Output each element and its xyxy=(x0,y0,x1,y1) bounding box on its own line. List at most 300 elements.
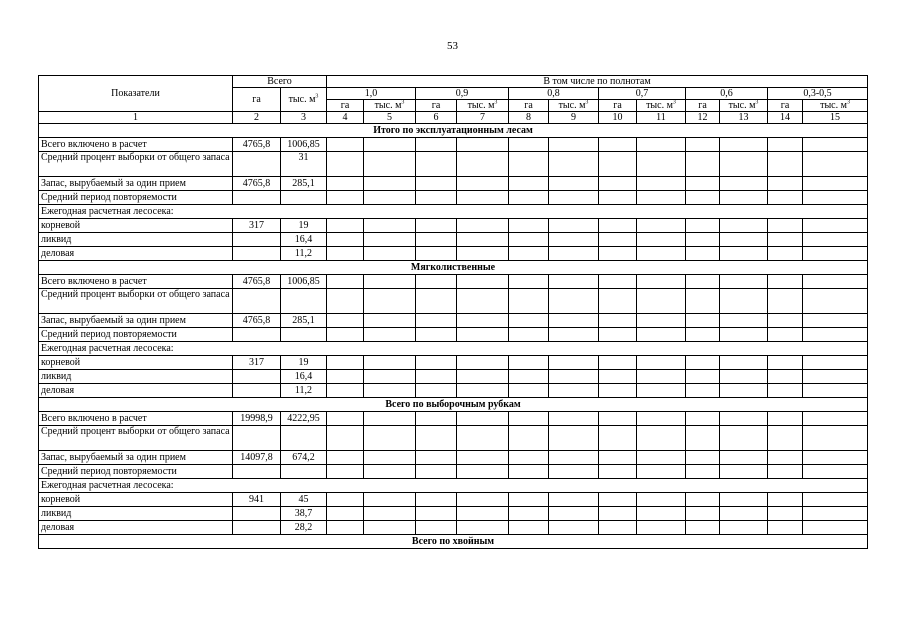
empty-cell xyxy=(637,275,686,289)
row-label: Запас, вырубаемый за один прием xyxy=(39,177,233,191)
table-row xyxy=(39,191,868,205)
m3-subheader xyxy=(720,100,768,112)
row-label: Ежегодная расчетная лесосека: xyxy=(39,342,868,356)
empty-cell xyxy=(509,289,549,314)
table-row xyxy=(39,275,868,289)
row-label: деловая xyxy=(39,521,233,535)
empty-cell xyxy=(416,412,457,426)
empty-cell xyxy=(768,177,803,191)
empty-cell xyxy=(416,289,457,314)
empty-cell xyxy=(599,465,637,479)
empty-cell xyxy=(416,275,457,289)
unit-label: тыс. м xyxy=(728,100,756,111)
unit-label: тыс. м xyxy=(374,100,402,111)
total-ha-header: га xyxy=(233,88,281,112)
total-ha-value: 4765,8 xyxy=(233,314,281,328)
unit-superscript: 3 xyxy=(672,99,676,106)
table-row xyxy=(39,426,868,451)
empty-cell xyxy=(599,138,637,152)
empty-cell xyxy=(364,275,416,289)
indicators-header: Показатели xyxy=(39,76,233,112)
empty-cell xyxy=(457,521,509,535)
table-row xyxy=(39,138,868,152)
empty-cell xyxy=(549,275,599,289)
m3-subheader xyxy=(457,100,509,112)
empty-cell xyxy=(549,328,599,342)
empty-cell xyxy=(637,521,686,535)
empty-cell xyxy=(509,451,549,465)
row-label: Средний период повторяемости xyxy=(39,465,233,479)
empty-cell xyxy=(720,356,768,370)
empty-cell xyxy=(509,314,549,328)
row-label: деловая xyxy=(39,384,233,398)
empty-cell xyxy=(549,356,599,370)
empty-cell xyxy=(637,356,686,370)
empty-cell xyxy=(768,507,803,521)
empty-cell xyxy=(457,152,509,177)
empty-cell xyxy=(768,426,803,451)
empty-cell xyxy=(768,465,803,479)
column-number: 13 xyxy=(720,112,768,124)
empty-cell xyxy=(416,247,457,261)
empty-cell xyxy=(364,177,416,191)
section-title: Мягколиственные xyxy=(39,261,868,275)
empty-cell xyxy=(549,138,599,152)
empty-cell xyxy=(637,177,686,191)
total-ha-value: 317 xyxy=(233,219,281,233)
empty-cell xyxy=(327,219,364,233)
total-ha-value: 14097,8 xyxy=(233,451,281,465)
total-m3-value: 11,2 xyxy=(281,384,327,398)
total-ha-value xyxy=(233,328,281,342)
empty-cell xyxy=(803,451,868,465)
total-m3-value xyxy=(281,426,327,451)
total-m3-value: 4222,95 xyxy=(281,412,327,426)
empty-cell xyxy=(637,328,686,342)
empty-cell xyxy=(327,138,364,152)
empty-cell xyxy=(803,177,868,191)
row-label: Запас, вырубаемый за один прием xyxy=(39,451,233,465)
unit-superscript: 3 xyxy=(401,99,405,106)
total-ha-value xyxy=(233,191,281,205)
empty-cell xyxy=(549,177,599,191)
section-title-row xyxy=(39,398,868,412)
empty-cell xyxy=(686,493,720,507)
row-label: ликвид xyxy=(39,370,233,384)
empty-cell xyxy=(637,465,686,479)
empty-cell xyxy=(364,370,416,384)
total-ha-value xyxy=(233,465,281,479)
empty-cell xyxy=(457,177,509,191)
section-title: Итого по эксплуатационным лесам xyxy=(39,124,868,138)
empty-cell xyxy=(637,370,686,384)
empty-cell xyxy=(803,493,868,507)
empty-cell xyxy=(416,426,457,451)
empty-cell xyxy=(768,412,803,426)
column-number: 2 xyxy=(233,112,281,124)
empty-cell xyxy=(327,152,364,177)
empty-cell xyxy=(509,465,549,479)
empty-cell xyxy=(457,247,509,261)
empty-cell xyxy=(720,138,768,152)
table-row xyxy=(39,507,868,521)
empty-cell xyxy=(364,356,416,370)
table-row xyxy=(39,233,868,247)
table-row xyxy=(39,219,868,233)
empty-cell xyxy=(768,289,803,314)
empty-cell xyxy=(803,465,868,479)
empty-cell xyxy=(364,451,416,465)
empty-cell xyxy=(416,370,457,384)
column-number: 11 xyxy=(637,112,686,124)
table-row xyxy=(39,356,868,370)
row-label: Всего включено в расчет xyxy=(39,138,233,152)
empty-cell xyxy=(457,328,509,342)
empty-cell xyxy=(327,426,364,451)
empty-cell xyxy=(599,152,637,177)
unit-label: тыс. м xyxy=(646,100,673,111)
row-label: Средний процент выборки от общего запаса xyxy=(39,289,233,314)
empty-cell xyxy=(327,356,364,370)
total-ha-value xyxy=(233,152,281,177)
total-ha-value xyxy=(233,370,281,384)
total-m3-value: 31 xyxy=(281,152,327,177)
empty-cell xyxy=(637,219,686,233)
empty-cell xyxy=(509,177,549,191)
empty-cell xyxy=(364,521,416,535)
empty-cell xyxy=(686,138,720,152)
m3-subheader xyxy=(803,100,868,112)
empty-cell xyxy=(549,521,599,535)
m3-subheader xyxy=(637,100,686,112)
empty-cell xyxy=(720,451,768,465)
unit-superscript: 3 xyxy=(755,99,759,106)
empty-cell xyxy=(803,191,868,205)
empty-cell xyxy=(599,451,637,465)
empty-cell xyxy=(549,426,599,451)
column-number: 5 xyxy=(364,112,416,124)
empty-cell xyxy=(720,152,768,177)
empty-cell xyxy=(686,233,720,247)
empty-cell xyxy=(686,247,720,261)
empty-cell xyxy=(457,465,509,479)
density-header: 0,7 xyxy=(599,88,686,100)
empty-cell xyxy=(416,521,457,535)
column-number: 8 xyxy=(509,112,549,124)
empty-cell xyxy=(686,356,720,370)
empty-cell xyxy=(457,370,509,384)
density-header: 0,6 xyxy=(686,88,768,100)
empty-cell xyxy=(364,314,416,328)
table-row xyxy=(39,412,868,426)
empty-cell xyxy=(803,275,868,289)
total-m3-value: 285,1 xyxy=(281,177,327,191)
unit-label: тыс. м xyxy=(820,100,847,111)
total-ha-value: 317 xyxy=(233,356,281,370)
empty-cell xyxy=(686,521,720,535)
empty-cell xyxy=(509,219,549,233)
empty-cell xyxy=(327,384,364,398)
empty-cell xyxy=(599,370,637,384)
total-m3-value xyxy=(281,289,327,314)
empty-cell xyxy=(637,507,686,521)
empty-cell xyxy=(686,177,720,191)
unit-label: тыс. м xyxy=(558,100,586,111)
empty-cell xyxy=(803,289,868,314)
empty-cell xyxy=(364,191,416,205)
empty-cell xyxy=(599,289,637,314)
empty-cell xyxy=(457,219,509,233)
empty-cell xyxy=(599,275,637,289)
empty-cell xyxy=(637,493,686,507)
empty-cell xyxy=(327,233,364,247)
row-label: Средний процент выборки от общего запаса xyxy=(39,152,233,177)
empty-cell xyxy=(637,247,686,261)
column-number: 7 xyxy=(457,112,509,124)
empty-cell xyxy=(364,289,416,314)
empty-cell xyxy=(509,370,549,384)
empty-cell xyxy=(327,493,364,507)
empty-cell xyxy=(720,247,768,261)
table-row xyxy=(39,451,868,465)
empty-cell xyxy=(327,191,364,205)
empty-cell xyxy=(416,328,457,342)
total-m3-value: 16,4 xyxy=(281,233,327,247)
total-m3-value: 1006,85 xyxy=(281,138,327,152)
empty-cell xyxy=(686,465,720,479)
empty-cell xyxy=(327,247,364,261)
empty-cell xyxy=(768,275,803,289)
empty-cell xyxy=(768,493,803,507)
empty-cell xyxy=(803,412,868,426)
total-m3-value xyxy=(281,328,327,342)
empty-cell xyxy=(768,521,803,535)
table-row xyxy=(39,493,868,507)
m3-subheader xyxy=(549,100,599,112)
empty-cell xyxy=(720,328,768,342)
unit-superscript: 3 xyxy=(846,99,850,106)
ha-subheader: га xyxy=(416,100,457,112)
header-row xyxy=(39,76,868,88)
empty-cell xyxy=(686,191,720,205)
empty-cell xyxy=(768,247,803,261)
empty-cell xyxy=(599,191,637,205)
empty-cell xyxy=(364,247,416,261)
empty-cell xyxy=(509,247,549,261)
empty-cell xyxy=(416,493,457,507)
empty-cell xyxy=(327,521,364,535)
empty-cell xyxy=(457,426,509,451)
empty-cell xyxy=(416,465,457,479)
total-ha-value: 941 xyxy=(233,493,281,507)
empty-cell xyxy=(803,356,868,370)
column-number: 1 xyxy=(39,112,233,124)
table-row xyxy=(39,328,868,342)
ha-subheader: га xyxy=(327,100,364,112)
empty-cell xyxy=(637,384,686,398)
column-number: 12 xyxy=(686,112,720,124)
unit-superscript: 3 xyxy=(315,93,319,100)
empty-cell xyxy=(364,507,416,521)
empty-cell xyxy=(686,314,720,328)
row-label: Ежегодная расчетная лесосека: xyxy=(39,479,868,493)
empty-cell xyxy=(599,507,637,521)
empty-cell xyxy=(686,328,720,342)
empty-cell xyxy=(457,451,509,465)
empty-cell xyxy=(457,384,509,398)
empty-cell xyxy=(327,451,364,465)
empty-cell xyxy=(686,384,720,398)
total-m3-value: 19 xyxy=(281,356,327,370)
empty-cell xyxy=(637,289,686,314)
empty-cell xyxy=(457,493,509,507)
total-ha-value: 4765,8 xyxy=(233,275,281,289)
empty-cell xyxy=(457,191,509,205)
total-m3-value: 285,1 xyxy=(281,314,327,328)
empty-cell xyxy=(549,219,599,233)
density-header: 0,8 xyxy=(509,88,599,100)
empty-cell xyxy=(509,138,549,152)
table-row xyxy=(39,152,868,177)
row-label: Запас, вырубаемый за один прием xyxy=(39,314,233,328)
column-number: 10 xyxy=(599,112,637,124)
empty-cell xyxy=(720,191,768,205)
total-ha-value xyxy=(233,507,281,521)
empty-cell xyxy=(457,356,509,370)
empty-cell xyxy=(327,412,364,426)
empty-cell xyxy=(364,233,416,247)
table-row xyxy=(39,465,868,479)
column-number: 3 xyxy=(281,112,327,124)
empty-cell xyxy=(416,152,457,177)
empty-cell xyxy=(720,521,768,535)
empty-cell xyxy=(768,384,803,398)
empty-cell xyxy=(637,191,686,205)
density-header: 0,9 xyxy=(416,88,509,100)
row-label: корневой xyxy=(39,356,233,370)
empty-cell xyxy=(720,370,768,384)
empty-cell xyxy=(364,412,416,426)
total-m3-value: 674,2 xyxy=(281,451,327,465)
total-ha-value: 4765,8 xyxy=(233,177,281,191)
empty-cell xyxy=(686,451,720,465)
empty-cell xyxy=(509,521,549,535)
empty-cell xyxy=(599,493,637,507)
empty-cell xyxy=(686,275,720,289)
empty-cell xyxy=(637,152,686,177)
empty-cell xyxy=(599,384,637,398)
column-numbers-row xyxy=(39,112,868,124)
empty-cell xyxy=(599,412,637,426)
empty-cell xyxy=(364,384,416,398)
empty-cell xyxy=(327,465,364,479)
empty-cell xyxy=(720,314,768,328)
total-ha-value xyxy=(233,521,281,535)
empty-cell xyxy=(549,384,599,398)
empty-cell xyxy=(768,138,803,152)
empty-cell xyxy=(327,177,364,191)
ha-subheader: га xyxy=(509,100,549,112)
empty-cell xyxy=(720,233,768,247)
empty-cell xyxy=(686,412,720,426)
empty-cell xyxy=(768,328,803,342)
empty-cell xyxy=(549,247,599,261)
empty-cell xyxy=(768,219,803,233)
empty-cell xyxy=(768,370,803,384)
empty-cell xyxy=(637,314,686,328)
empty-cell xyxy=(803,384,868,398)
empty-cell xyxy=(720,426,768,451)
empty-cell xyxy=(720,219,768,233)
empty-cell xyxy=(686,370,720,384)
total-header: Всего xyxy=(233,76,327,88)
unit-superscript: 3 xyxy=(585,99,589,106)
empty-cell xyxy=(549,493,599,507)
table-row xyxy=(39,247,868,261)
table-row xyxy=(39,384,868,398)
row-label: Ежегодная расчетная лесосека: xyxy=(39,205,868,219)
m3-subheader xyxy=(364,100,416,112)
total-ha-value xyxy=(233,289,281,314)
total-m3-value: 28,2 xyxy=(281,521,327,535)
empty-cell xyxy=(364,138,416,152)
row-label: ликвид xyxy=(39,233,233,247)
empty-cell xyxy=(509,426,549,451)
ha-subheader: га xyxy=(686,100,720,112)
row-label: ликвид xyxy=(39,507,233,521)
empty-cell xyxy=(457,289,509,314)
empty-cell xyxy=(416,314,457,328)
empty-cell xyxy=(457,314,509,328)
empty-cell xyxy=(599,219,637,233)
empty-cell xyxy=(686,219,720,233)
total-m3-value: 1006,85 xyxy=(281,275,327,289)
empty-cell xyxy=(549,412,599,426)
empty-cell xyxy=(768,152,803,177)
empty-cell xyxy=(720,412,768,426)
empty-cell xyxy=(457,412,509,426)
row-label: Средний процент выборки от общего запаса xyxy=(39,426,233,451)
empty-cell xyxy=(549,314,599,328)
total-m3-value: 11,2 xyxy=(281,247,327,261)
empty-cell xyxy=(803,138,868,152)
total-m3-value: 19 xyxy=(281,219,327,233)
empty-cell xyxy=(803,328,868,342)
empty-cell xyxy=(509,328,549,342)
empty-cell xyxy=(416,177,457,191)
allowable-cut-table xyxy=(38,75,868,549)
empty-cell xyxy=(549,507,599,521)
empty-cell xyxy=(637,426,686,451)
empty-cell xyxy=(509,275,549,289)
column-number: 9 xyxy=(549,112,599,124)
empty-cell xyxy=(803,426,868,451)
empty-cell xyxy=(720,465,768,479)
empty-cell xyxy=(599,177,637,191)
empty-cell xyxy=(549,152,599,177)
empty-cell xyxy=(803,370,868,384)
empty-cell xyxy=(686,289,720,314)
empty-cell xyxy=(509,493,549,507)
empty-cell xyxy=(599,426,637,451)
empty-cell xyxy=(637,412,686,426)
empty-cell xyxy=(720,275,768,289)
unit-label: тыс. м xyxy=(467,100,495,111)
empty-cell xyxy=(720,177,768,191)
density-header: 1,0 xyxy=(327,88,416,100)
empty-cell xyxy=(364,426,416,451)
density-header: 0,3-0,5 xyxy=(768,88,868,100)
